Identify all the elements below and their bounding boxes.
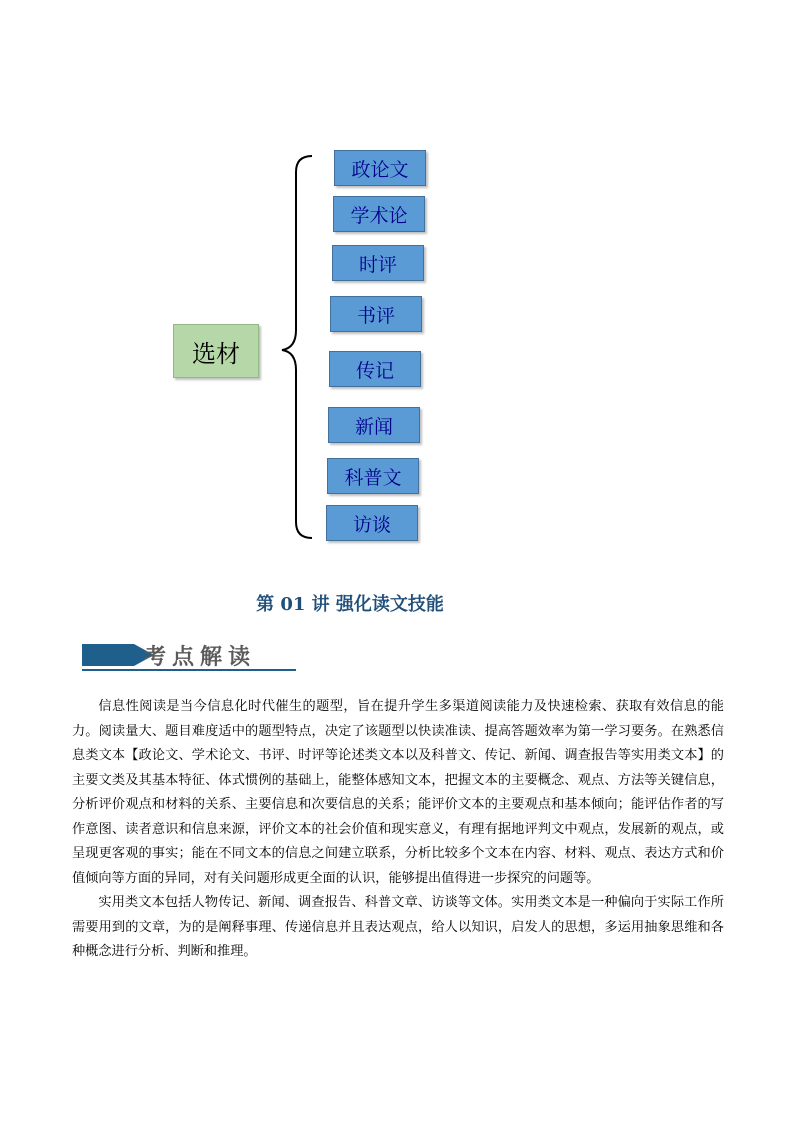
branch-node [326,505,418,541]
section-header-label: 考点解读 [144,644,257,670]
branch-label: 访谈 [352,513,391,536]
branch-node [327,458,419,494]
body-text [72,695,724,965]
branch-label: 传记 [355,359,394,382]
lecture-title: 第 01 讲 强化读文技能 [256,594,444,615]
branch-label: 新闻 [354,415,393,438]
section-header [82,640,298,672]
branch-node [332,245,424,281]
branch-label: 学术论 [350,204,408,227]
branch-label: 科普文 [344,466,402,489]
curly-brace [270,150,320,542]
branch-node [329,351,421,387]
header-bar [82,644,134,666]
mind-map-diagram [0,0,794,560]
branch-node [334,150,426,186]
branch-label: 政论文 [351,158,409,181]
root-node-label: 选材 [192,339,240,368]
paragraph: 实用类文本包括人物传记、新闻、调查报告、科普文章、访谈等文体。实用类文本是一种偏向于实际工作所需要用到的文章，为的是阐释事理、传递信息并且表达观点，给人以知识，启发人的思想，多运用抽象思维和各种概念进行分析、判断和推理。 [72,895,724,959]
branch-node [328,407,420,443]
branch-label: 时评 [358,253,397,276]
root-node [173,324,259,378]
branch-node [333,196,425,232]
branch-node [330,296,422,332]
branch-label: 书评 [356,304,395,327]
paragraph: 信息性阅读是当今信息化时代催生的题型，旨在提升学生多渠道阅读能力及快速检索、获取有效信息的能力。阅读量大、题目难度适中的题型特点，决定了该题型以快读准读、提高答题效率为第一学习要务。在熟悉信息类文本【政论文、学术论文、书评、时评等论述类文本以及科普文、传记、新闻、调查报告等实用类文本】的主要文类及其基本特征、体式惯例的基础上，能整体感知文本，把握文本的主要概念、观点、方法等关键信息，分析评价观点和材料的关系、主要信息和次要信息的关系；能评价文本的主要观点和基本倾向；能评估作者的写作意图、读者意识和信息来源，评价文本的社会价值和现实意义，有理有据地评判文中观点，发展新的观点，或呈现更客观的事实；能在不同文本的信息之间建立联系，分析比较多个文本在内容、材料、观点、表达方式和价值倾向等方面的异同，对有关问题形成更全面的认识，能够提出值得进一步探究的问题等。 [72,699,724,886]
